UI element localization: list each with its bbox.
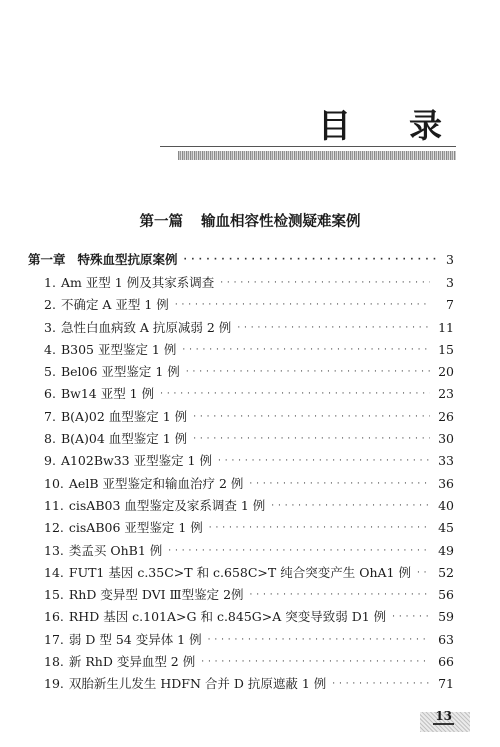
entry-number: 6. <box>44 386 56 402</box>
dot-leader <box>218 451 430 466</box>
toc-entry[interactable] <box>44 362 454 384</box>
dot-leader <box>220 273 430 288</box>
entry-number: 14. <box>44 564 64 580</box>
chapter-label: 第一章 <box>28 252 66 267</box>
entry-title: A102Bw33 亚型鉴定 1 例 <box>60 453 212 469</box>
entry-title: Am 亚型 1 例及其家系调查 <box>60 275 215 290</box>
entry-title: 双胎新生儿发生 HDFN 合并 D 抗原遮蔽 1 例 <box>68 676 327 692</box>
toc-entry[interactable] <box>44 451 454 473</box>
entry-title: B(A)04 血型鉴定 1 例 <box>60 431 188 447</box>
entry-page-number: 30 <box>438 431 454 447</box>
entry-page-number: 40 <box>438 497 454 513</box>
entry-number: 15. <box>44 587 64 603</box>
toc-entry[interactable] <box>44 607 454 629</box>
entry-number: 16. <box>44 609 64 625</box>
toc-entry[interactable] <box>44 674 454 696</box>
entry-title: RHD 基因 c.101A>G 和 c.845G>A 突变导致弱 D1 例 <box>68 609 387 625</box>
part-label: 第一篇 <box>139 214 183 230</box>
entry-number: 12. <box>44 520 64 536</box>
entry-page-number: 3 <box>446 275 454 290</box>
dot-leader <box>271 496 430 511</box>
entry-title: cisAB03 血型鉴定及家系调查 1 例 <box>68 497 266 513</box>
toc-entry[interactable] <box>44 496 454 518</box>
dot-leader <box>168 541 430 556</box>
toc-entry[interactable] <box>44 273 454 295</box>
entry-page-number: 15 <box>438 341 454 357</box>
entry-number: 4. <box>44 341 56 357</box>
dot-leader <box>332 674 430 689</box>
toc-entry[interactable] <box>44 384 454 406</box>
dot-leader <box>250 585 430 600</box>
toc-entry[interactable] <box>44 295 454 317</box>
entry-page-number: 56 <box>438 587 454 603</box>
dot-leader <box>209 518 430 533</box>
entry-page-number: 33 <box>438 453 454 469</box>
toc-entry[interactable] <box>44 630 454 652</box>
dot-leader <box>160 384 430 399</box>
dot-leader <box>201 652 430 667</box>
toc-heading-char-2: 录 <box>409 106 442 145</box>
toc-entry[interactable] <box>44 518 454 540</box>
part-heading <box>0 210 500 231</box>
entry-page-number: 45 <box>438 520 454 536</box>
dot-leader <box>182 340 430 355</box>
entry-page-number: 36 <box>438 475 454 491</box>
toc-entry[interactable] <box>44 652 454 674</box>
entry-page-number: 23 <box>438 386 454 402</box>
toc-entry[interactable] <box>44 541 454 563</box>
entry-number: 9. <box>44 453 56 469</box>
dot-leader <box>392 607 430 622</box>
entry-title: B305 亚型鉴定 1 例 <box>60 341 177 357</box>
toc-heading <box>318 100 442 147</box>
entry-title: 不确定 A 亚型 1 例 <box>60 297 169 313</box>
toc-entry[interactable] <box>44 407 454 429</box>
page-number: 13 <box>435 709 452 723</box>
entry-title: 类孟买 OhB1 例 <box>68 542 163 558</box>
entry-number: 5. <box>44 364 56 380</box>
chapter-row[interactable] <box>28 250 454 268</box>
entry-page-number: 49 <box>438 542 454 558</box>
entry-page-number: 20 <box>438 364 454 380</box>
entry-title: cisAB06 亚型鉴定 1 例 <box>68 520 203 536</box>
entry-page-number: 7 <box>446 297 454 313</box>
toc-entry[interactable] <box>44 340 454 362</box>
dot-leader <box>193 407 430 422</box>
entry-page-number: 11 <box>438 319 454 335</box>
entry-page-number: 71 <box>438 676 454 692</box>
entry-number: 10. <box>44 475 64 491</box>
toc-entry[interactable] <box>44 563 454 585</box>
header-rule <box>160 146 456 147</box>
entry-title: B(A)02 血型鉴定 1 例 <box>60 408 188 424</box>
entry-number: 3. <box>44 319 56 335</box>
entry-number: 19. <box>44 676 64 692</box>
dot-leader <box>237 318 430 333</box>
entry-page-number: 26 <box>438 408 454 424</box>
entry-title: RhD 变异型 DVI Ⅲ型鉴定 2例 <box>68 587 244 603</box>
entry-title: FUT1 基因 c.35C>T 和 c.658C>T 纯合突变产生 OhA1 例 <box>68 564 411 580</box>
toc-entries <box>44 273 454 697</box>
entry-title: AelB 亚型鉴定和输血治疗 2 例 <box>68 475 244 491</box>
toc-heading-char-1: 目 <box>318 106 351 145</box>
entry-number: 7. <box>44 408 56 424</box>
entry-number: 2. <box>44 297 56 313</box>
entry-title: 新 RhD 变异血型 2 例 <box>68 654 196 670</box>
entry-number: 17. <box>44 631 64 647</box>
entry-number: 18. <box>44 654 64 670</box>
dot-leader <box>184 250 441 265</box>
entry-page-number: 59 <box>438 609 454 625</box>
chapter-title: 特殊血型抗原案例 <box>77 252 178 267</box>
dot-leader <box>249 474 430 489</box>
toc-entry[interactable] <box>44 318 454 340</box>
entry-title: Bw14 亚型 1 例 <box>60 386 155 402</box>
chapter-page-number: 3 <box>446 252 454 267</box>
dot-leader <box>186 362 430 377</box>
entry-title: 急性白血病致 A 抗原减弱 2 例 <box>60 319 232 335</box>
header-decor-band <box>178 151 456 160</box>
entry-number: 8. <box>44 431 56 447</box>
toc-entry[interactable] <box>44 474 454 496</box>
toc-entry[interactable] <box>44 429 454 451</box>
entry-page-number: 52 <box>438 564 454 580</box>
toc-entry[interactable] <box>44 585 454 607</box>
dot-leader <box>175 295 430 310</box>
entry-number: 1. <box>44 275 56 290</box>
entry-number: 11. <box>44 497 64 513</box>
dot-leader <box>417 563 430 578</box>
part-title: 输血相容性检测疑难案例 <box>201 214 361 230</box>
entry-page-number: 63 <box>438 631 454 647</box>
dot-leader <box>193 429 430 444</box>
entry-page-number: 66 <box>438 654 454 670</box>
dot-leader <box>208 630 430 645</box>
entry-title: 弱 D 型 54 变异体 1 例 <box>68 631 202 647</box>
entry-number: 13. <box>44 542 64 558</box>
entry-title: Bel06 亚型鉴定 1 例 <box>60 364 180 380</box>
